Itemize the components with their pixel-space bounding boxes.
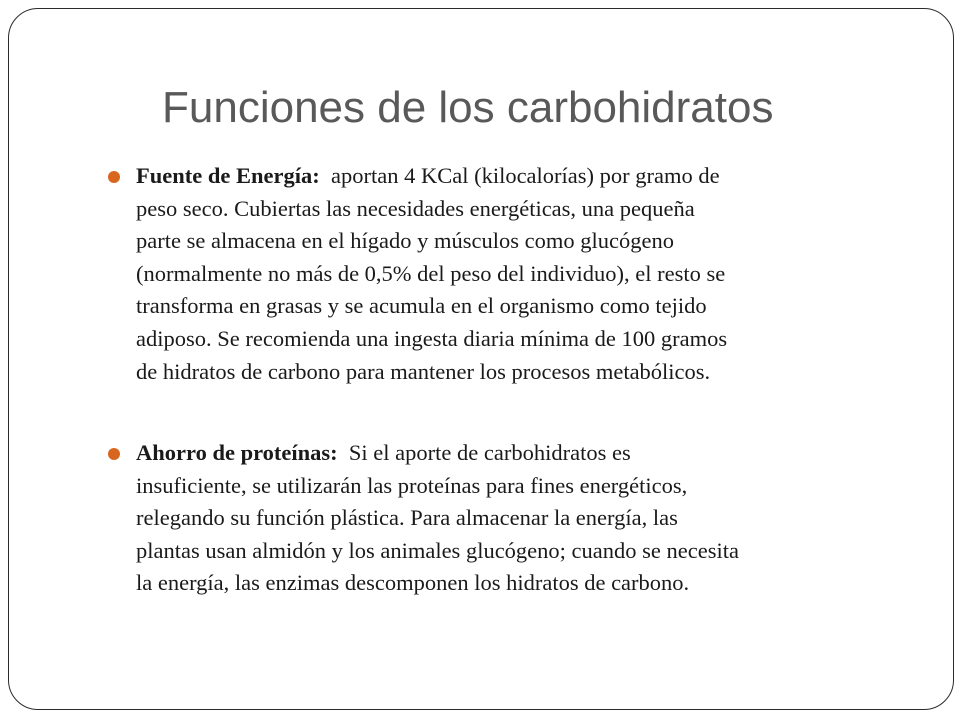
bullet-dot-icon bbox=[108, 448, 120, 460]
bullet-line bbox=[136, 160, 926, 193]
bullet-line: relegando su función plástica. Para almacenar la energía, las bbox=[136, 505, 678, 531]
bullet-line: peso seco. Cubiertas las necesidades energéticas, una pequeña bbox=[136, 195, 695, 221]
bullet-lead: Fuente de Energía: bbox=[136, 163, 320, 188]
bullet-protein-saving bbox=[136, 437, 926, 600]
bullet-line: de hidratos de carbono para mantener los procesos metabólicos. bbox=[136, 358, 711, 384]
bullet-line: (normalmente no más de 0,5% del peso del individuo), el resto se bbox=[136, 260, 726, 286]
bullet-line: parte se almacena en el hígado y músculos como glucógeno bbox=[136, 228, 674, 254]
bullet-text: Si el aporte de carbohidratos es bbox=[348, 440, 631, 465]
bullet-line: adiposo. Se recomienda una ingesta diaria mínima de 100 gramos bbox=[136, 325, 728, 351]
bullet-lead: Ahorro de proteínas: bbox=[136, 440, 338, 465]
slide-title: Funciones de los carbohidratos bbox=[162, 83, 774, 132]
bullet-line: transforma en grasas y se acumula en el organismo como tejido bbox=[136, 293, 707, 319]
bullet-line: plantas usan almidón y los animales glucógeno; cuando se necesita bbox=[136, 537, 739, 563]
bullet-line: la energía, las enzimas descomponen los hidratos de carbono. bbox=[136, 570, 690, 596]
bullet-line: insuficiente, se utilizarán las proteínas para fines energéticos, bbox=[136, 472, 688, 498]
bullet-line bbox=[136, 437, 926, 470]
bullet-energy-source bbox=[136, 160, 926, 388]
bullet-text: aportan 4 KCal (kilocalorías) por gramo de bbox=[330, 163, 720, 188]
bullet-dot-icon bbox=[108, 171, 120, 183]
